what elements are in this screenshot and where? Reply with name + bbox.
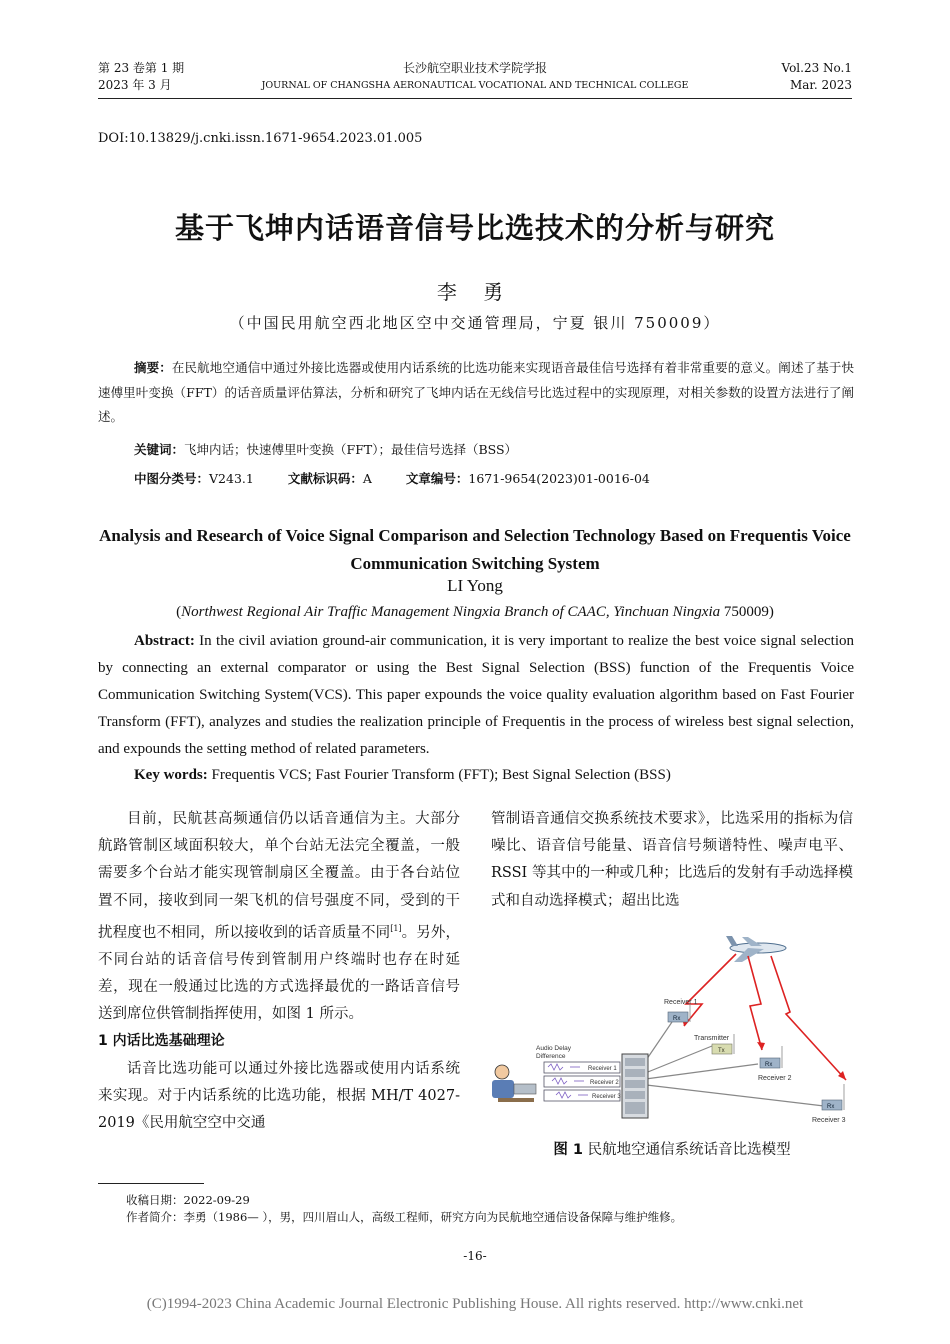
audio-delay-label-1: Audio Delay — [536, 1045, 572, 1052]
channel-receiver2-label: Receiver 2 — [590, 1080, 619, 1086]
header-rule — [98, 98, 852, 99]
affiliation-en-italic: Northwest Regional Air Traffic Management Ningxia Branch of CAAC, Yinchuan Ningxia — [181, 604, 721, 620]
section1-paragraph — [98, 1056, 460, 1138]
abstract-en-label: Abstract: — [134, 633, 195, 649]
connection-lines — [638, 1022, 824, 1106]
page-number: -16- — [463, 1249, 487, 1263]
body-right-column — [491, 806, 853, 915]
abstract-en-text: In the civil aviation ground-air communication, it is very important to realize the best voice signal selection by connecting an external comparator or using the Best Signal Selection (BSS) function of the Frequentis Voice Communication Switching System(VCS). This paper expounds the voice quality evaluation algorithm based on Fast Fourier Transform (FFT), analyzes and studies the realization principle of Frequentis in the process of wireless best signal selection, and expounds the setting method of related parameters. — [98, 633, 854, 757]
footnote-rule — [98, 1183, 204, 1184]
receiver2-label: Receiver 2 — [758, 1075, 792, 1082]
affiliation-en-open: ( — [176, 604, 182, 620]
channel-receiver1-label: Receiver 1 — [588, 1066, 617, 1072]
para2-part-a: 话音比选功能可以通过外接比选器或使用内话系统来实现。对于内话系统的比选功能，根据 MH/T 4027-2019《民用航空空中交通 — [98, 1060, 460, 1132]
keywords-cn-text: 飞坤内话；快速傅里叶变换（FFT）；最佳信号选择（BSS） — [184, 442, 518, 457]
receiver1-label: Receiver 1 — [664, 999, 698, 1006]
copyright-line: (C)1994-2023 China Academic Journal Electronic Publishing House. All rights reserved. http://www.cnki.net — [146, 1296, 804, 1312]
journal-name-cn: 长沙航空职业技术学院学报 — [402, 61, 547, 75]
intro-text-b: 。另外，不同台站的话音信号传到管制用户终端时也存在时延差，现在一般通过比选的方式选择最优的一路话音信号送到席位供管制指挥使用，如图 1 所示。 — [98, 924, 461, 1023]
intro-paragraph — [98, 806, 460, 1028]
volume-en: Vol.23 No.1 — [781, 61, 852, 75]
figure-caption-text: 民航地空通信系统话音比选模型 — [583, 1142, 791, 1158]
footnote-author-bio: 作者简介：李勇（1986— ），男，四川眉山人，高级工程师，研究方向为民航地空通信设备保障与维护维修。 — [126, 1210, 683, 1224]
receiver3-rx: Rx — [827, 1104, 835, 1110]
paper-title-en: Analysis and Research of Voice Signal Comparison and Selection Technology Based on Frequentis Voice Communication Switching System — [99, 526, 851, 573]
clc-label: 中图分类号： — [134, 471, 210, 486]
date-en: Mar. 2023 — [789, 78, 852, 92]
keywords-cn — [134, 440, 517, 458]
channel-receiver3-label: Receiver 3 — [592, 1094, 621, 1100]
receiver2-rx: Rx — [765, 1062, 773, 1068]
receiver1-rx: Rx — [673, 1016, 681, 1022]
keywords-en-text: Frequentis VCS; Fast Fourier Transform (FFT); Best Signal Selection (BSS) — [207, 767, 671, 783]
author-cn: 李 勇 — [436, 280, 514, 304]
journal-name-en: JOURNAL OF CHANGSHA AERONAUTICAL VOCATIONAL AND TECHNICAL COLLEGE — [261, 80, 689, 91]
doc-code-label: 文献标识码： — [287, 471, 363, 486]
header-volume-en — [782, 60, 853, 94]
keywords-en-label: Key words: — [134, 767, 208, 783]
abstract-cn — [98, 356, 854, 430]
audio-delay-label-2: Difference — [536, 1053, 566, 1060]
para2-continued — [491, 806, 853, 915]
transmitter-label: Transmitter — [694, 1035, 730, 1042]
article-no-value: 1671-9654(2023)01-0016-04 — [468, 471, 650, 486]
article-no-label: 文章编号： — [405, 471, 469, 486]
classification-line — [134, 469, 650, 487]
vcs-rack-icon — [622, 1054, 648, 1118]
figure-1-caption — [491, 1138, 853, 1159]
header-journal — [240, 60, 710, 94]
body-left-column — [98, 806, 460, 1137]
author-en: LI Yong — [447, 576, 503, 595]
doc-code-value: A — [362, 471, 372, 486]
citation-ref[interactable]: [1] — [390, 923, 402, 933]
transmitter-tx: Tx — [718, 1048, 725, 1054]
figure-1-diagram — [486, 934, 856, 1126]
abstract-cn-text: 在民航地空通信中通过外接比选器或使用内话系统的比选功能来实现语音最佳信号选择有着非常重要的意义。阐述了基于快速傅里叶变换（FFT）的话音质量评估算法，分析和研究了飞坤内话在无线信号比选过程中的实现原理，对相关参数的设置方法进行了阐述。 — [98, 360, 854, 424]
keywords-en — [134, 767, 671, 784]
abstract-cn-label: 摘要： — [134, 360, 172, 375]
paper-title-cn: 基于飞坤内话语音信号比选技术的分析与研究 — [174, 211, 775, 245]
abstract-en — [98, 628, 854, 763]
airplane-icon — [726, 936, 786, 962]
affiliation-en-close: 750009) — [720, 604, 774, 620]
footnote-received: 收稿日期：2022-09-29 — [126, 1193, 250, 1207]
figure-caption-label: 图 1 — [553, 1142, 584, 1158]
controller-icon — [492, 1065, 536, 1102]
affiliation-en — [0, 604, 950, 621]
header-volume-cn — [98, 60, 184, 94]
section-heading-1: 1 内话比选基础理论 — [98, 1033, 225, 1050]
para2-part-b: 管制语音通信交换系统技术要求》，比选采用的指标为信噪比、语音信号能量、语音信号频谱特性、噪声电平、RSSI 等其中的一种或几种；比选后的发射有手动选择模式和自动选择模式；超出比选 — [491, 811, 853, 909]
intro-text-a: 目前，民航甚高频通信仍以话音通信为主。大部分航路管制区域面积较大，单个台站无法完全覆盖，一般需要多个台站才能实现管制扇区全覆盖。由于各台站位置不同，接收到同一架飞机的信号强度不同，受到的干扰程度也不相同，所以接收到的话音质量不同 — [98, 811, 460, 941]
volume-cn: 第 23 卷第 1 期 — [98, 61, 185, 75]
date-cn: 2023 年 3 月 — [98, 78, 172, 92]
receiver3-label: Receiver 3 — [812, 1117, 846, 1124]
clc-value: V243.1 — [209, 471, 254, 486]
keywords-cn-label: 关键词： — [134, 442, 185, 457]
affiliation-cn: （中国民用航空西北地区空中交通管理局，宁夏 银川 750009） — [229, 314, 721, 332]
doi[interactable]: DOI:10.13829/j.cnki.issn.1671-9654.2023.01.005 — [98, 131, 423, 146]
footnotes — [126, 1192, 682, 1226]
